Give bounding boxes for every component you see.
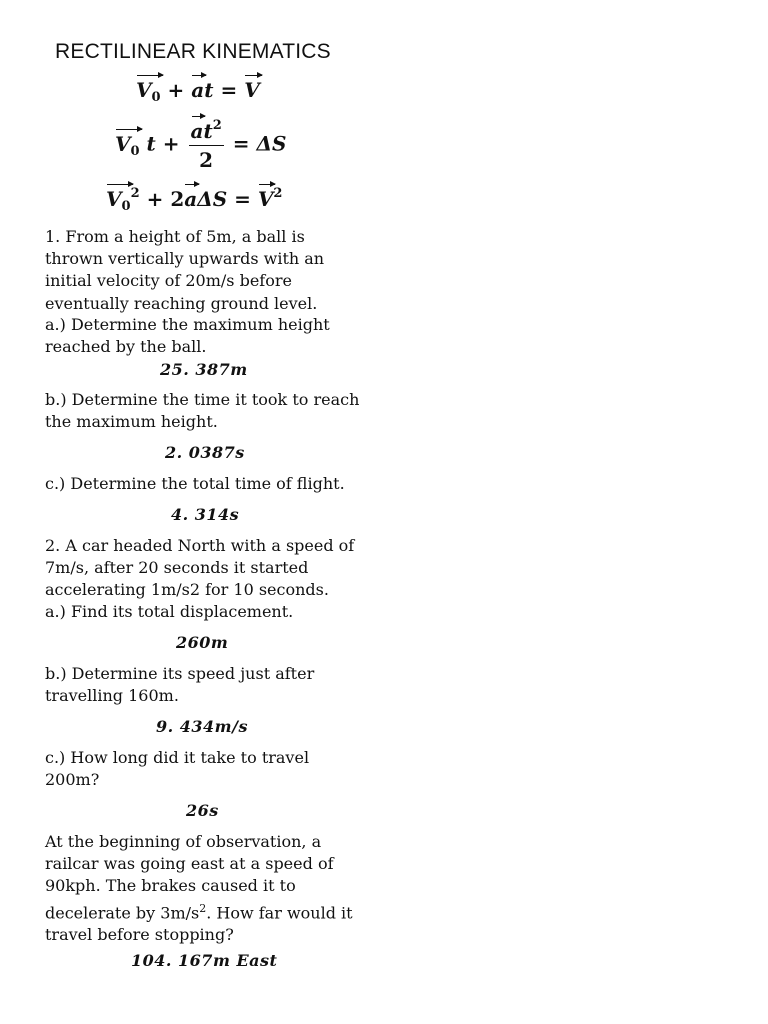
delta-s: ΔS [256, 131, 287, 156]
problem-2a-question: a.) Find its total displacement. [45, 602, 294, 621]
problem-3-answer: 104. 167m East [131, 951, 278, 970]
problem-1a-answer: 25. 387m [160, 360, 248, 379]
problem-1c-answer: 4. 314s [171, 505, 240, 524]
equation-velocity-displacement: $V_0^2 + 2a\Delta S = V^2$ [106, 186, 283, 214]
vector-v: V [257, 187, 274, 211]
problem-2c-question: c.) How long did it take to travel 200m? [45, 748, 310, 790]
problem-2a-answer: 260m [176, 633, 229, 652]
problem-1c-question: c.) Determine the total time of flight. [45, 474, 345, 493]
delta-s: ΔS [197, 187, 228, 211]
vector-v0: $V_0$ [115, 131, 140, 159]
equation-displacement: $V_0$ t + $\frac{at^2}{2}$ = ΔS [115, 118, 287, 172]
problem-2b-answer: 9. 434m/s [156, 717, 248, 736]
problem-1-text: 1. From a height of 5m, a ball is thrown vertically upwards with an initial velocity of 20m/s before eventually reaching ground level. [45, 227, 325, 313]
vector-v0: $V_0$ [136, 78, 161, 105]
problem-1b-answer: 2. 0387s [165, 443, 245, 462]
problem-1a-question: a.) Determine the maximum height reached by the ball. [45, 315, 330, 357]
equation-velocity-time: $V_0$ + at = V [136, 78, 260, 105]
vector-a: a [191, 78, 205, 102]
fraction-at2-over-2: $\frac{at^2}{2}$ [190, 118, 222, 172]
problem-2b-question: b.) Determine its speed just after travelling 160m. [45, 664, 315, 706]
problem-2-text: 2. A car headed North with a speed of 7m/s, after 20 seconds it started accelerating 1m/s2 for 10 seconds. [45, 536, 355, 600]
vector-v0: $V_0$ [106, 187, 131, 214]
problem-2c-answer: 26s [186, 801, 219, 820]
page-title: RECTILINEAR KINEMATICS [55, 40, 331, 63]
problem-1b-question: b.) Determine the time it took to reach the maximum height. [45, 390, 360, 432]
problem-3-text: At the beginning of observation, a railcar was going east at a speed of 90kph. The brakes caused it to decelerate by $3m/s^2$. How far would it travel before stopping? [45, 832, 353, 945]
vector-a: a [184, 187, 198, 211]
vector-v: V [244, 78, 260, 102]
